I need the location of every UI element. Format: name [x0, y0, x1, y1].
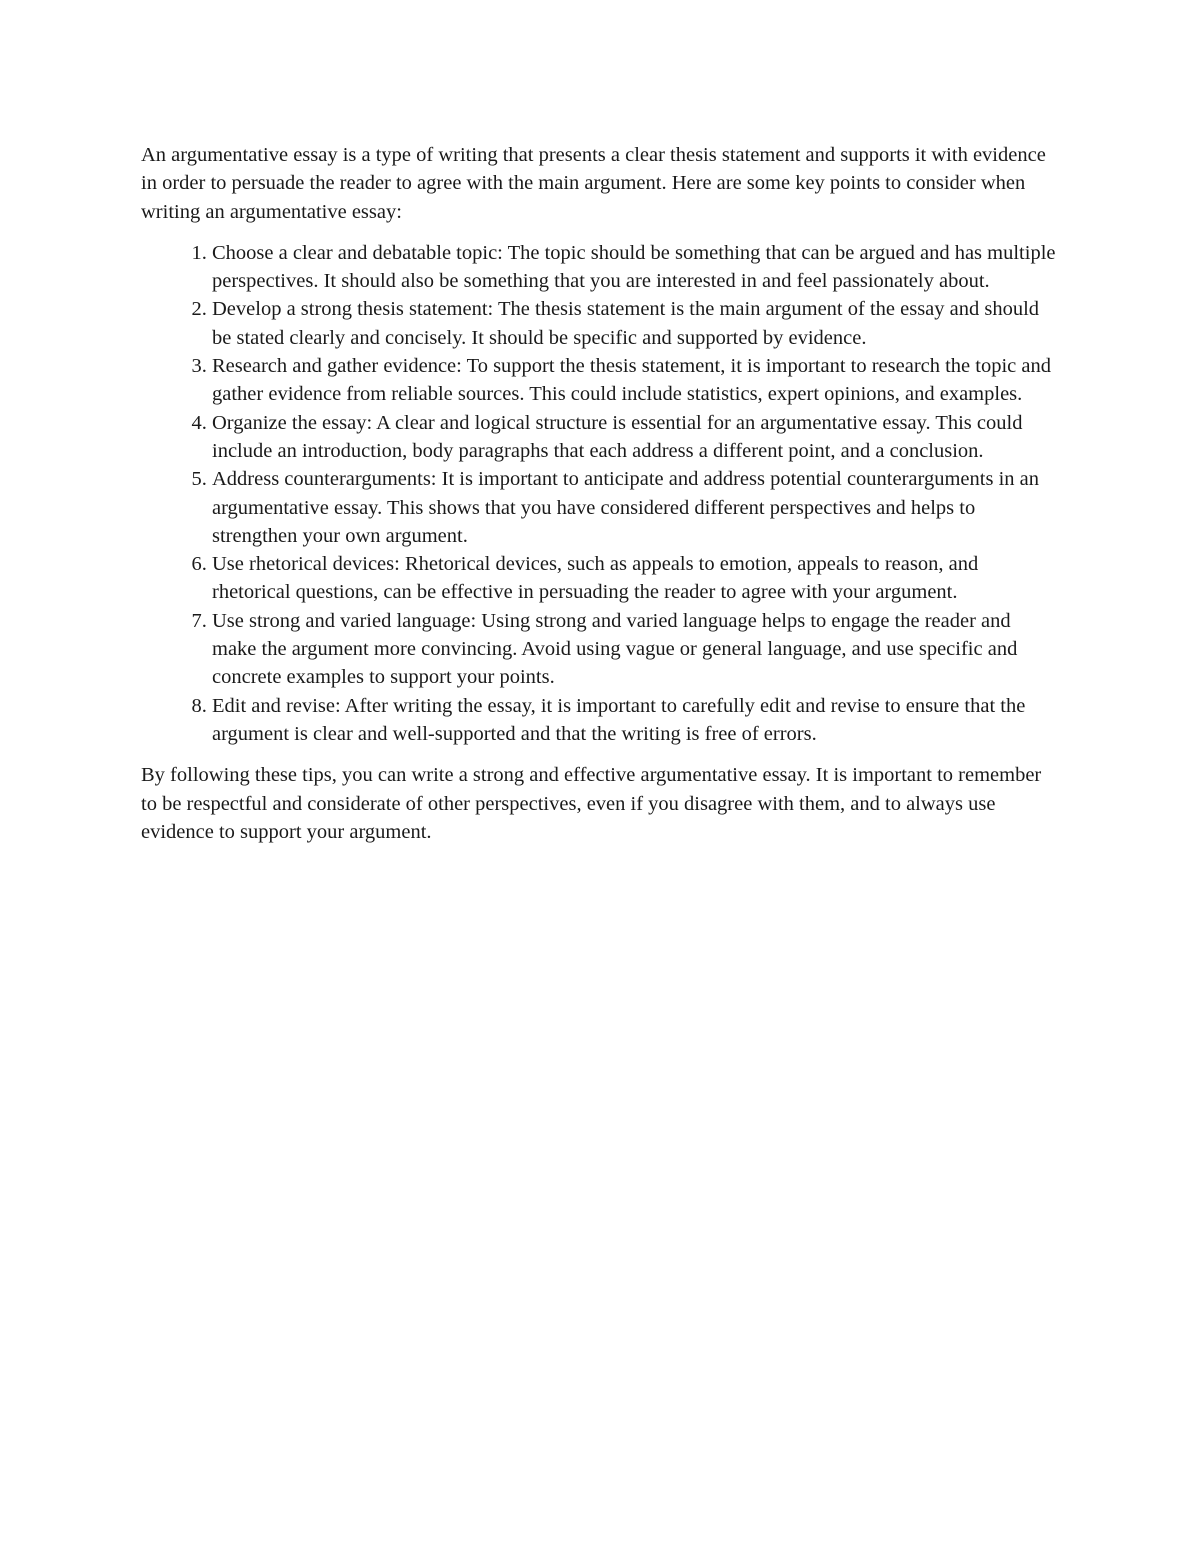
key-points-list — [141, 239, 1056, 748]
list-item: 5. Address counterarguments: It is important to anticipate and address potential counterarguments in an argumentative essay. This shows that you have considered different perspectives and helps to strengthen your own argument. — [212, 465, 1056, 550]
document-body — [141, 141, 1056, 846]
conclusion-paragraph: By following these tips, you can write a strong and effective argumentative essay. It is important to remember to be respectful and considerate of other perspectives, even if you disagree with them, and to always use evidence to support your argument. — [141, 764, 1042, 843]
list-item: 2. Develop a strong thesis statement: The thesis statement is the main argument of the essay and should be stated clearly and concisely. It should be specific and supported by evidence. — [212, 295, 1056, 352]
intro-paragraph: An argumentative essay is a type of writing that presents a clear thesis statement and supports it with evidence in order to persuade the reader to agree with the main argument. Here are some key points to consider when writing an argumentative essay: — [141, 144, 1046, 223]
list-item: 8. Edit and revise: After writing the essay, it is important to carefully edit and revise to ensure that the argument is clear and well-supported and that the writing is free of errors. — [212, 692, 1056, 749]
list-item: 4. Organize the essay: A clear and logical structure is essential for an argumentative essay. This could include an introduction, body paragraphs that each address a different point, and a conclusion. — [212, 409, 1056, 466]
list-item: 3. Research and gather evidence: To support the thesis statement, it is important to research the topic and gather evidence from reliable sources. This could include statistics, expert opinions, and examples. — [212, 352, 1056, 409]
list-item: 1. Choose a clear and debatable topic: The topic should be something that can be argued and has multiple perspectives. It should also be something that you are interested in and feel passionately about. — [212, 239, 1056, 296]
list-item: 7. Use strong and varied language: Using strong and varied language helps to engage the reader and make the argument more convincing. Avoid using vague or general language, and use specific and concrete examples to support your points. — [212, 607, 1056, 692]
list-item: 6. Use rhetorical devices: Rhetorical devices, such as appeals to emotion, appeals to reason, and rhetorical questions, can be effective in persuading the reader to agree with your argument. — [212, 550, 1056, 607]
